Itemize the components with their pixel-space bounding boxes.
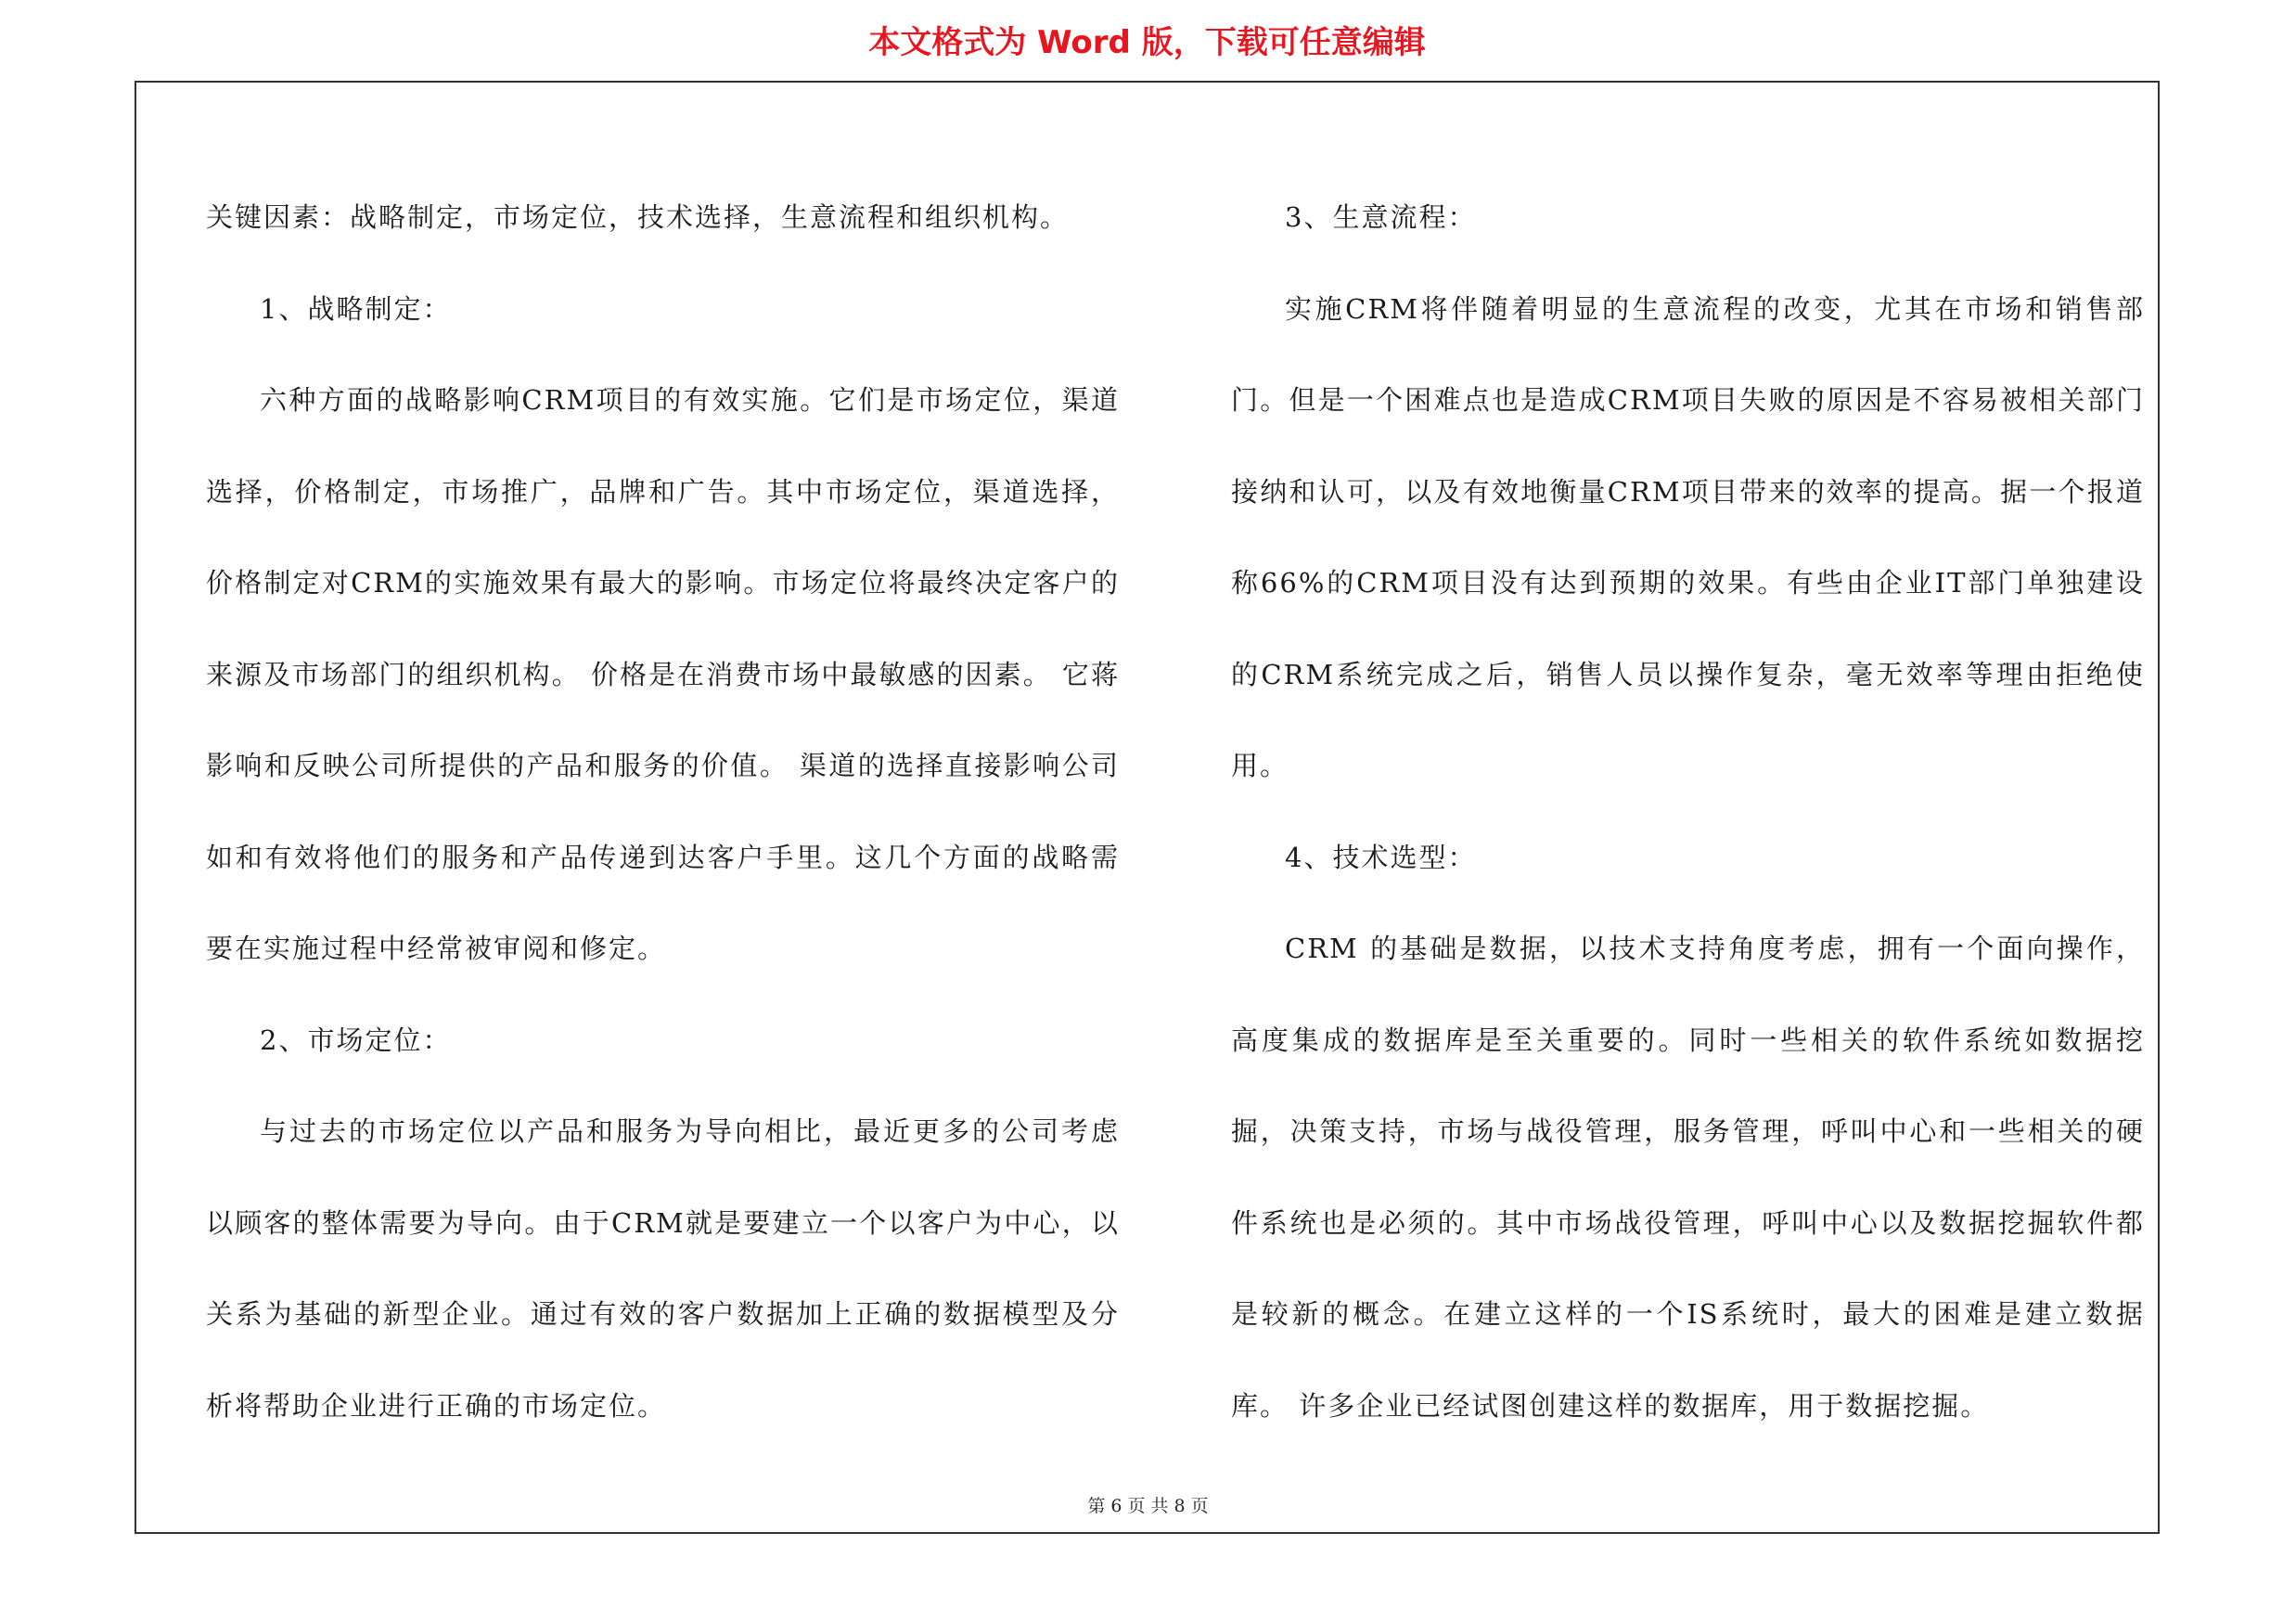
paragraph: 关键因素：战略制定，市场定位，技术选择，生意流程和组织机构。 [206,201,1070,233]
right-column [1231,172,2145,1451]
section-heading: 2、市场定位： [260,1024,452,1056]
section-heading: 4、技术选型： [1285,841,1477,873]
left-column [206,172,1120,1451]
paragraph: 六种方面的战略影响CRM项目的有效实施。它们是市场定位，渠道选择，价格制定，市场推广，品牌和广告。其中市场定位，渠道选择，价格制定对CRM的实施效果有最大的影响。市场定位将最终决定客户的来源及市场部门的组织机构。 价格是在消费市场中最敏感的因素。 它蒋影响和反映公司所提供的产品和服务的价值。 渠道的选择直接影响公司如和有效将他们的服务和产品传递到达客户手里。这几个方面的战略需要在实施过程中经常被审阅和修定。 [206,384,1120,964]
page-number: 第 6 页 共 8 页 [1087,1496,1209,1516]
format-banner: 本文格式为 Word 版，下载可任意编辑 [868,24,1426,61]
paragraph: CRM 的基础是数据，以技术支持角度考虑，拥有一个面向操作，高度集成的数据库是至关重要的。同时一些相关的软件系统如数据挖掘，决策支持，市场与战役管理，服务管理，呼叫中心和一些相关的硬件系统也是必须的。其中市场战役管理，呼叫中心以及数据挖掘软件都是较新的概念。在建立这样的一个IS系统时，最大的困难是建立数据库。 许多企业已经试图创建这样的数据库，用于数据挖掘。 [1231,933,2145,1422]
section-heading: 1、战略制定： [260,292,452,325]
paragraph: 与过去的市场定位以产品和服务为导向相比，最近更多的公司考虑以顾客的整体需要为导向。由于CRM就是要建立一个以客户为中心，以关系为基础的新型企业。通过有效的客户数据加上正确的数据模型及分析将帮助企业进行正确的市场定位。 [206,1115,1120,1422]
paragraph: 实施CRM将伴随着明显的生意流程的改变，尤其在市场和销售部门。但是一个困难点也是造成CRM项目失败的原因是不容易被相关部门接纳和认可，以及有效地衡量CRM项目带来的效率的提高。据一个报道称66%的CRM项目没有达到预期的效果。有些由企业IT部门单独建设的CRM系统完成之后，销售人员以操作复杂，毫无效率等理由拒绝使用。 [1231,292,2145,781]
section-heading: 3、生意流程： [1285,201,1477,233]
